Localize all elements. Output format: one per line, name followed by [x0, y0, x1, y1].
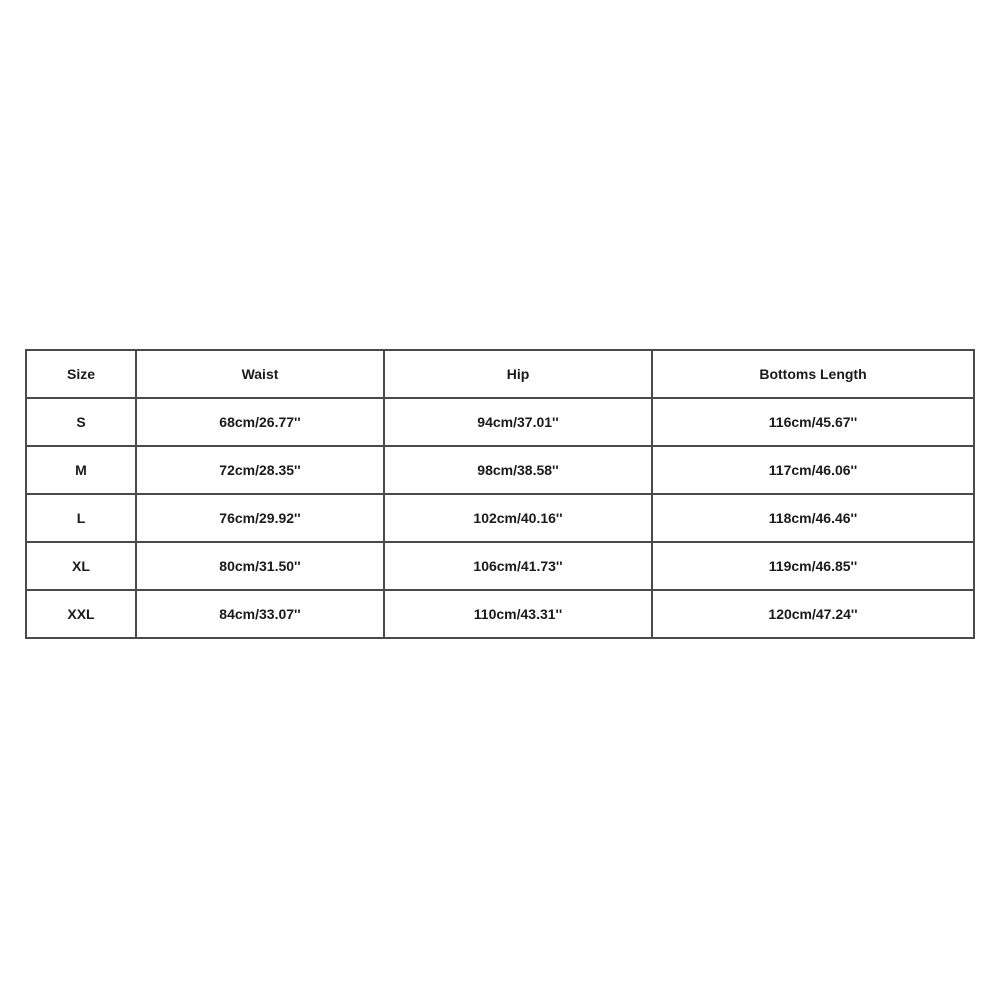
- cell-bottoms-length: 116cm/45.67'': [652, 398, 974, 446]
- table-row: [26, 398, 974, 446]
- cell-waist: 72cm/28.35'': [136, 446, 384, 494]
- table-row: [26, 494, 974, 542]
- cell-hip: 94cm/37.01'': [384, 398, 652, 446]
- cell-waist: 84cm/33.07'': [136, 590, 384, 638]
- cell-size: L: [26, 494, 136, 542]
- cell-bottoms-length: 117cm/46.06'': [652, 446, 974, 494]
- header-row: [26, 350, 974, 398]
- table-row: [26, 446, 974, 494]
- cell-size: XXL: [26, 590, 136, 638]
- header-waist: Waist: [136, 350, 384, 398]
- cell-hip: 98cm/38.58'': [384, 446, 652, 494]
- cell-waist: 76cm/29.92'': [136, 494, 384, 542]
- cell-bottoms-length: 118cm/46.46'': [652, 494, 974, 542]
- header-size: Size: [26, 350, 136, 398]
- table-row: [26, 590, 974, 638]
- cell-bottoms-length: 119cm/46.85'': [652, 542, 974, 590]
- table-row: [26, 542, 974, 590]
- header-hip: Hip: [384, 350, 652, 398]
- cell-waist: 68cm/26.77'': [136, 398, 384, 446]
- cell-hip: 102cm/40.16'': [384, 494, 652, 542]
- table-header: [26, 350, 974, 398]
- size-chart-table: [25, 349, 975, 639]
- cell-hip: 110cm/43.31'': [384, 590, 652, 638]
- cell-waist: 80cm/31.50'': [136, 542, 384, 590]
- cell-size: M: [26, 446, 136, 494]
- cell-size: S: [26, 398, 136, 446]
- cell-bottoms-length: 120cm/47.24'': [652, 590, 974, 638]
- cell-hip: 106cm/41.73'': [384, 542, 652, 590]
- cell-size: XL: [26, 542, 136, 590]
- header-bottoms-length: Bottoms Length: [652, 350, 974, 398]
- table-body: [26, 398, 974, 638]
